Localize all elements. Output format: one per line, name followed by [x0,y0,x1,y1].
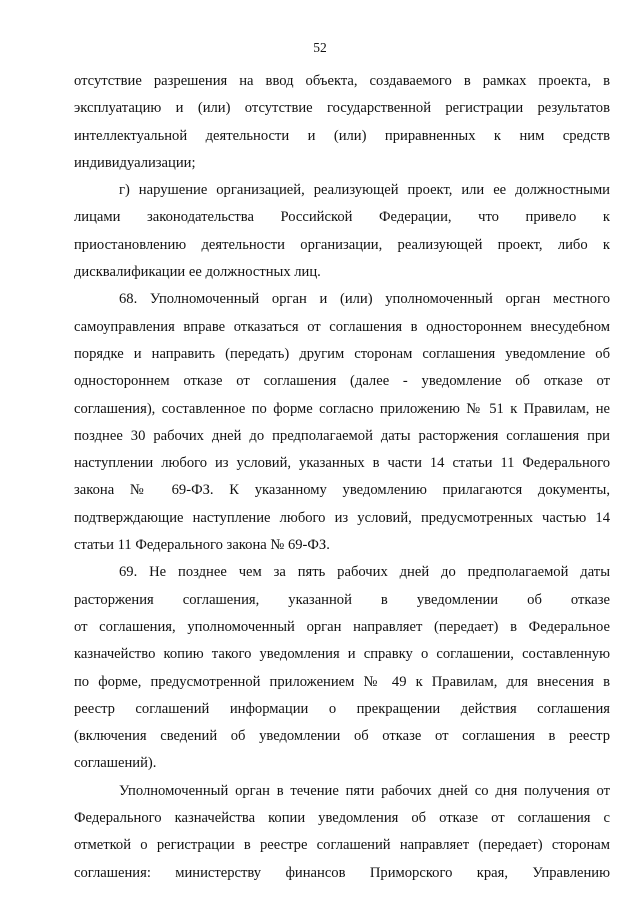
text-line: подтверждающие наступление любого из условий, предусмотренных частью 14 [74,509,610,526]
text-line: порядке и направить (передать) другим сторонам соглашения уведомление об [74,345,610,362]
text-line: 68. Уполномоченный орган и (или) уполномоченный орган местного [119,291,610,308]
text-line: статьи 11 Федерального закона № 69-ФЗ. [74,537,330,554]
text-line: индивидуализации; [74,154,196,171]
text-line: приостановлению деятельности организации, реализующей проект, либо к [74,236,610,253]
page-number: 52 [313,40,327,55]
text-line: эксплуатацию и (или) отсутствие государственной регистрации результатов [74,100,610,117]
text-line: интеллектуальной деятельности и (или) приравненных к ним средств [74,127,610,144]
text-line: 69. Не позднее чем за пять рабочих дней до предполагаемой даты [119,564,610,581]
text-line: самоуправления вправе отказаться от соглашения в одностороннем внесудебном [74,318,610,335]
text-line: соглашения), составленное по форме согласно приложению № 51 к Правилам, не [74,400,610,417]
text-line: закона № 69-ФЗ. К указанному уведомлению прилагаются документы, [74,482,610,499]
text-line: одностороннем отказе от соглашения (далее - уведомление об отказе от [74,373,610,390]
text-line: (включения сведений об уведомлении об отказе от соглашения в реестр [74,728,610,745]
text-line: дисквалификации ее должностных лиц. [74,264,321,281]
text-line: соглашений). [74,755,157,772]
text-line: Уполномоченный орган в течение пяти рабочих дней со дня получения от [119,782,610,799]
document-body [74,68,610,887]
text-line: лицами законодательства Российской Федерации, что привело к [74,209,610,226]
text-line: по форме, предусмотренной приложением № 49 к Правилам, для внесения в [74,673,610,690]
text-line: расторжения соглашения, указанной в уведомлении об отказе [74,591,610,608]
text-line: г) нарушение организацией, реализующей проект, или ее должностными [119,182,610,199]
text-line: казначейство копию такого уведомления и справку о соглашении, составленную [74,646,610,663]
text-line: позднее 30 рабочих дней до предполагаемой даты расторжения соглашения при [74,427,610,444]
text-line: соглашения: министерству финансов Приморского края, Управлению [74,864,610,881]
text-line: от соглашения, уполномоченный орган направляет (передает) в Федеральное [74,618,610,635]
text-line: реестр соглашений информации о прекращении действия соглашения [74,700,610,717]
text-line: наступлении любого из условий, указанных в части 14 статьи 11 Федерального [74,455,610,472]
text-line: Федерального казначейства копии уведомления об отказе от соглашения с [74,810,610,827]
text-line: отметкой о регистрации в реестре соглашений направляет (передает) сторонам [74,837,610,854]
text-line: отсутствие разрешения на ввод объекта, создаваемого в рамках проекта, в [74,73,610,89]
